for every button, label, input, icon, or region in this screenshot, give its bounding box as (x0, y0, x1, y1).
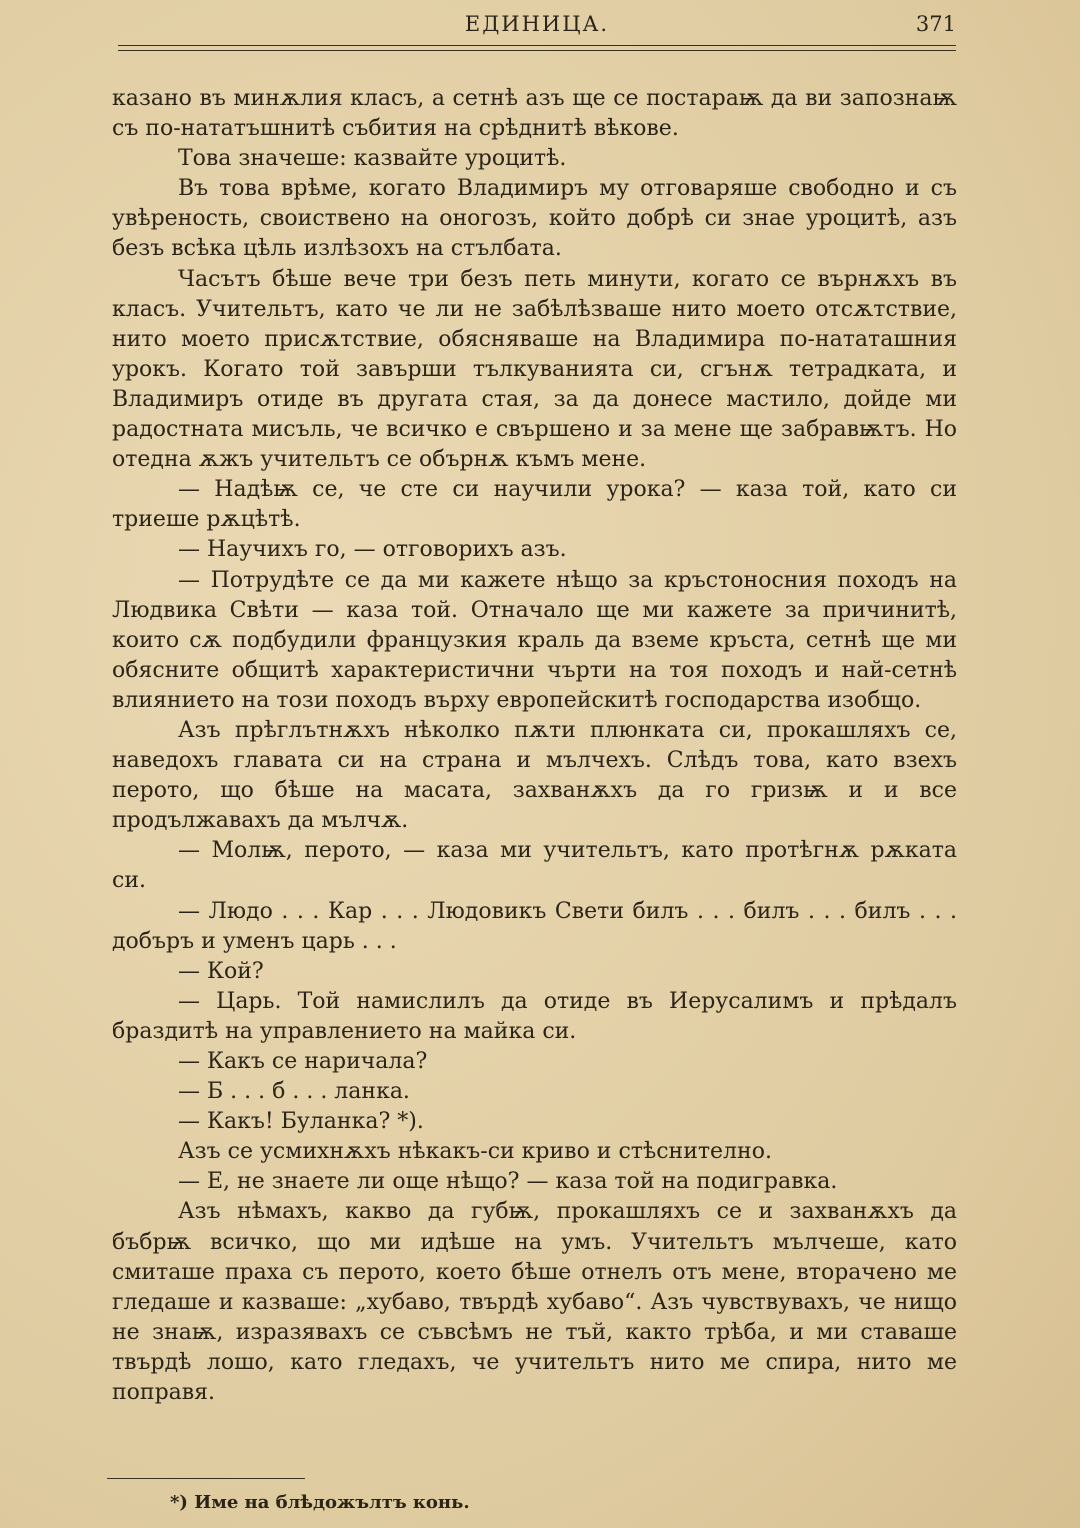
footnote: *) Име на блѣдожълтъ конь. (170, 1492, 470, 1513)
paragraph: — Е, не знаете ли още нѣщо? — каза той на подигравка. (178, 1169, 838, 1195)
paragraph: Азъ прѣглътнѫхъ нѣколко пѫти плюнката си, прокашляхъ се, наведохъ главата си на страна и мълчехъ. Слѣдъ това, като взехъ перото, що бѣше на масата, захванѫхъ да го гризѭ и и все продължавахъ да мълчѫ. (112, 717, 957, 834)
running-header (118, 12, 956, 44)
paragraph: Въ това врѣме, когато Владимиръ му отговаряше свободно и съ увѣреность, своиствено на оногозъ, който добрѣ си знае уроцитѣ, азъ безъ всѣка цѣль излѣзохъ на стълбата. (112, 176, 957, 262)
page-number: 371 (915, 12, 956, 36)
paragraph: Азъ се усмихнѫхъ нѣкакъ-си криво и стѣснително. (178, 1139, 772, 1165)
paragraph: — Надѣѭ се, че сте си научили урока? — каза той, като си триеше рѫцѣтѣ. (112, 477, 957, 533)
paragraph: казано въ минѫлия класъ, а сетнѣ азъ ще се постараѭ да ви запознаѭ съ по-нататъшнитѣ събития на срѣднитѣ вѣкове. (112, 86, 957, 142)
paragraph: — Потрудѣте се да ми кажете нѣщо за кръстоносния походъ на Людвика Свѣти — каза той. Отначало ще ми кажете за причинитѣ, които сѫ подбудили французкия краль да вземе кръста, сетнѣ ще ми обясните общитѣ характеристични чърти на тоя походъ и най-сетнѣ влиянието на този походъ върху европейскитѣ господарства изобщо. (112, 567, 957, 713)
paragraph: Азъ нѣмахъ, какво да губѭ, прокашляхъ се и захванѫхъ да бъбрѭ всичко, що ми идѣше на умъ. Учительтъ мълчеше, като смиташе праха съ перото, което бѣше отнелъ отъ мене, вторачено ме гледаше и казваше: „хубаво, твърдѣ хубаво“. Азъ чувствувахъ, че нищо не знаѭ, изразявахъ се съвсѣмъ не тъй, както трѣба, и ми ставаше твърдѣ лошо, като гледахъ, че учительтъ нито ме спира, нито ме поправя. (112, 1199, 957, 1406)
paragraph: — Кой? (178, 958, 264, 984)
running-title: ЕДИНИЦА. (464, 12, 610, 36)
paragraph: — Научихъ го, — отговорихъ азъ. (178, 537, 567, 563)
paragraph: — Царь. Той намислилъ да отиде въ Иерусалимъ и прѣдалъ браздитѣ на управлението на майка си. (112, 988, 957, 1044)
paragraph: — Б . . . б . . . ланка. (178, 1079, 410, 1105)
body-text (112, 84, 957, 1408)
header-rule-bottom (118, 50, 956, 51)
footnote-rule (107, 1478, 305, 1479)
paragraph: — Какъ се наричала? (178, 1049, 428, 1074)
paragraph: — Людо . . . Кар . . . Людовикъ Свети билъ . . . билъ . . . билъ . . . добъръ и уменъ царь . . . (112, 898, 957, 954)
header-rule-top (118, 45, 956, 46)
paragraph: Това значеше: казвайте уроцитѣ. (178, 146, 567, 172)
paragraph: — Какъ! Буланка? *). (178, 1109, 424, 1135)
paragraph: Часътъ бѣше вече три безъ петь минути, когато се върнѫхъ въ класъ. Учительтъ, като че ли не забѣлѣзваше нито моето отсѫтствие, нито моето присѫтствие, обясняваше на Владимира по-нататашния урокъ. Когато той завърши тълкуванията си, сгънѫ тетрадката, и Владимиръ отиде въ другата стая, за да донесе мастило, дойде ми радостната мисъль, че всичко е свършено и за мене ще забравѭтъ. Но отедна ѫжъ учительтъ се обърнѫ къмъ мене. (112, 266, 957, 473)
paragraph: — Молѭ, перото, — каза ми учительтъ, като протѣгнѫ рѫката си. (112, 838, 957, 894)
